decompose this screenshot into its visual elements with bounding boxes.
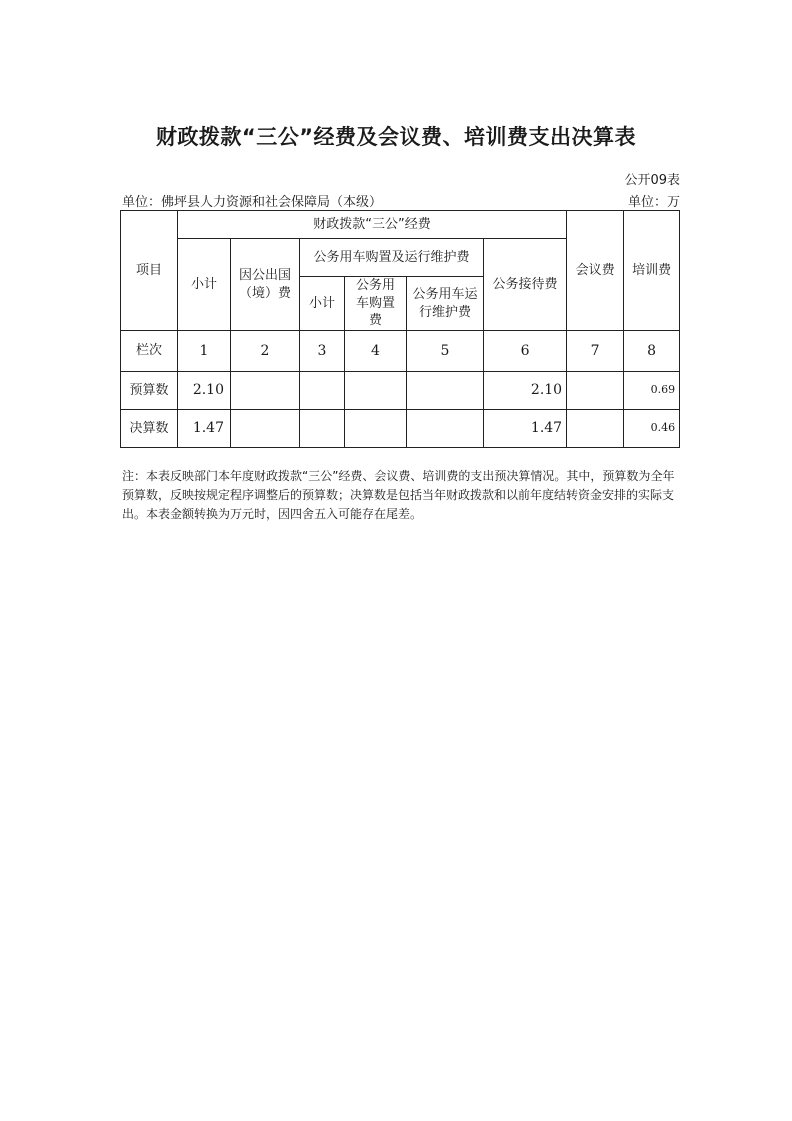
cell-vehicle-purchase — [345, 372, 407, 410]
row-index-label: 栏次 — [121, 331, 178, 372]
unit-organization: 单位：佛坪县人力资源和社会保障局（本级） — [122, 195, 383, 210]
header-three-public: 财政拨款“三公”经费 — [178, 211, 567, 239]
form-code: 公开09表 — [624, 173, 680, 188]
header-abroad: 因公出国（境）费 — [231, 239, 300, 331]
cell-reception: 1.47 — [484, 410, 567, 448]
header-item: 项目 — [121, 211, 178, 331]
header-vehicle-group: 公务用车购置及运行维护费 — [300, 239, 484, 277]
row-label: 决算数 — [121, 410, 178, 448]
row-label: 预算数 — [121, 372, 178, 410]
cell-subtotal: 1.47 — [178, 410, 231, 448]
index-cell: 1 — [178, 331, 231, 372]
index-cell: 8 — [624, 331, 680, 372]
index-cell: 6 — [484, 331, 567, 372]
page-title: 财政拨款“三公”经费及会议费、培训费支出决算表 — [155, 125, 637, 149]
header-vehicle-subtotal: 小计 — [300, 277, 345, 331]
index-cell: 3 — [300, 331, 345, 372]
header-meeting: 会议费 — [567, 211, 624, 331]
cell-meeting — [567, 410, 624, 448]
cell-vehicle-subtotal — [300, 372, 345, 410]
expenditure-table — [120, 210, 680, 448]
cell-reception: 2.10 — [484, 372, 567, 410]
header-vehicle-operation: 公务用车运行维护费 — [407, 277, 484, 331]
cell-vehicle-subtotal — [300, 410, 345, 448]
header-subtotal: 小计 — [178, 239, 231, 331]
index-cell: 7 — [567, 331, 624, 372]
table-row — [121, 372, 680, 410]
cell-subtotal: 2.10 — [178, 372, 231, 410]
index-cell: 2 — [231, 331, 300, 372]
cell-vehicle-operation — [407, 372, 484, 410]
index-cell: 5 — [407, 331, 484, 372]
cell-training: 0.69 — [624, 372, 680, 410]
table-row — [121, 410, 680, 448]
cell-vehicle-purchase — [345, 410, 407, 448]
footnote: 注：本表反映部门本年度财政拨款“三公”经费、会议费、培训费的支出预决算情况。其中，预算数为全年预算数，反映按规定程序调整后的预算数；决算数是包括当年财政拨款和以前年度结转资金安排的实际支出。本表金额转换为万元时，因四舍五入可能存在尾差。 — [122, 469, 675, 521]
cell-training: 0.46 — [624, 410, 680, 448]
cell-vehicle-operation — [407, 410, 484, 448]
cell-abroad — [231, 410, 300, 448]
header-reception: 公务接待费 — [484, 239, 567, 331]
cell-abroad — [231, 372, 300, 410]
index-cell: 4 — [345, 331, 407, 372]
unit-currency: 单位：万 — [627, 195, 680, 210]
header-vehicle-purchase: 公务用车购置费 — [345, 277, 407, 331]
header-training: 培训费 — [624, 211, 680, 331]
cell-meeting — [567, 372, 624, 410]
